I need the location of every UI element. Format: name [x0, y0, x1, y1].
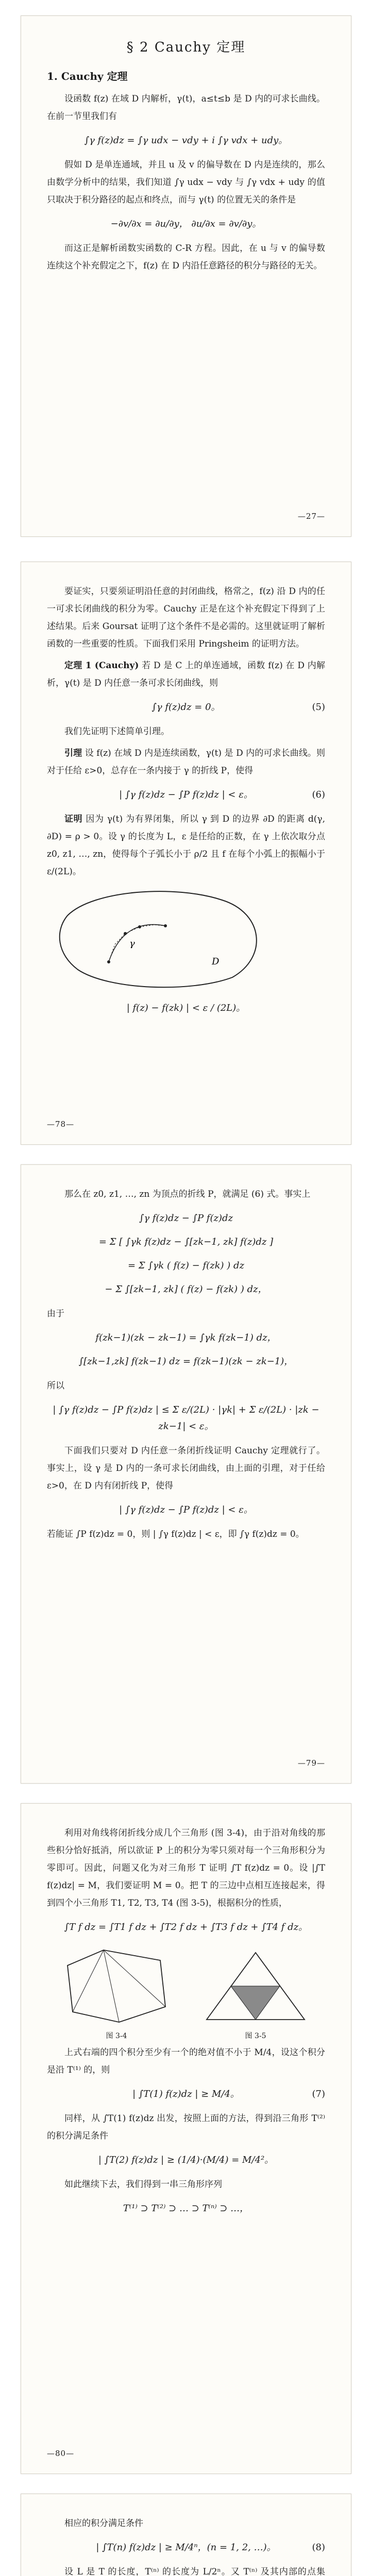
equation-number: (5)	[312, 702, 325, 713]
paragraph: 若能证 ∫P f(z)dz = 0，则 | ∫γ f(z)dz | < ε，即 ∫γ f(z)dz = 0。	[47, 1529, 305, 1539]
diagonal	[73, 1950, 104, 2012]
paragraph: 我们先证明下述简单引理。	[64, 726, 170, 737]
paragraph: 利用对角线将闭折线分成几个三角形 (图 3-4)，由于沿对角线的那些积分恰好抵消，所以欲证 P 上的积分为零只须对每一个三角形积分为零即可。因此，问题又化为对三角形 T 证明 ∫T f(z)dz = 0。设 |∫T f(z)dz| = M，我们要证明 M = 0。把 T 的三边中点相互连接起来，得到四个小三角形 T1, T2, T3, T4 (图 3-5)，根据积分的性质，	[47, 1828, 325, 1908]
equation: ∫γ f(z)dz = ∫γ udx − vdy + i ∫γ vdx + udy。	[84, 135, 288, 146]
equation: | ∫γ f(z)dz − ∫P f(z)dz | ≤ Σ ε/(2L) · |γk| + Σ ε/(2L) · |zk − zk−1| < ε。	[53, 1404, 319, 1432]
diagonal	[104, 1950, 119, 2022]
equation: | ∫T(1) f(z)dz | ≥ M/4。	[132, 2089, 240, 2099]
book-page-4	[21, 1803, 351, 2474]
equation: f(zk−1)(zk − zk−1) = ∫γk f(zk−1) dz，	[95, 1332, 277, 1343]
paragraph: 要证实，只要须证明沿任意的封闭曲线，格常之，f(z) 沿 D 内的任一可求长闭曲线的积分为零。Cauchy 正是在这个补充假定下得到了上述结果。后来 Goursat 证明了这个条件不是必需的。这里就证明了解析函数的一些重要的性质。下面我们采用 Pringsheim 的证明方法。	[47, 586, 325, 649]
page-number: —78—	[47, 1120, 75, 1129]
figure-3-5	[196, 1945, 315, 2041]
point-marker	[138, 925, 141, 928]
section-title: § 2 Cauchy 定理	[126, 40, 246, 55]
equation-number: (7)	[312, 2089, 325, 2099]
equation: | ∫γ f(z)dz − ∫P f(z)dz | < ε。	[119, 789, 253, 800]
equation: ∫[zk−1,zk] f(zk−1) dz = f(zk−1)(zk − zk−1)，	[78, 1356, 294, 1367]
equation: | f(z) − f(zk) | < ε / (2L)。	[126, 1003, 246, 1013]
page-number: —80—	[47, 2449, 75, 2458]
equation-row	[47, 2086, 325, 2103]
paragraph: 相应的积分满足条件	[64, 2518, 143, 2529]
equation-number: (8)	[312, 2542, 325, 2553]
equation: = Σ [ ∫γk f(z)dz − ∫[zk−1, zk] f(z)dz ]	[98, 1236, 274, 1247]
paragraph: 设 L 是 T 的长度，T⁽ⁿ⁾ 的长度为 L/2ⁿ。又 T⁽ⁿ⁾ 及其内部的点集	[64, 2567, 325, 2576]
proof-label: 证明	[64, 814, 83, 824]
theorem-text: 若 D 是 C 上的单连通域，函数 f(z) 在 D 内解析，γ(t) 是 D 内任意一条可求长闭曲线，则	[47, 660, 325, 688]
proof-text: 因为 γ(t) 为有界闭集，所以 γ 到 D 的边界 ∂D 的距离 d(γ, ∂D) = ρ > 0。设 γ 的长度为 L，ε 是任给的正数，在 γ 上依次取分点 z0, z1, …, zn，使得每个子弧长小于 ρ/2 且 f 在每个小弧上的振幅小于 ε/(2L)。	[47, 814, 325, 877]
equation-row	[47, 699, 325, 716]
lemma-label: 引理	[64, 748, 82, 758]
curve-gamma	[109, 925, 165, 962]
equation: ∫γ f(z)dz = 0。	[151, 702, 221, 713]
equation: | ∫T(n) f(z)dz | ≥ M/4ⁿ，(n = 1, 2, …)。	[96, 2542, 276, 2553]
equation: ∫T f dz = ∫T1 f dz + ∫T2 f dz + ∫T3 f dz + ∫T4 f dz。	[64, 1922, 308, 1933]
diagonal	[104, 1950, 165, 2007]
point-marker	[107, 960, 110, 963]
gamma-label: γ	[129, 938, 135, 949]
paragraph: 下面我们只要对 D 内任意一条闭折线证明 Cauchy 定理就行了。事实上，设 γ 是 D 内的一条可求长闭曲线，由上面的引理，对于任给 ε>0，在 D 内有闭折线 P，使得	[47, 1446, 325, 1491]
paragraph: 设函数 f(z) 在域 D 内解析，γ(t)，a≤t≤b 是 D 内的可求长曲线。在前一节里我们有	[47, 94, 325, 122]
paragraph: 由于	[47, 1309, 64, 1319]
figure-caption: 图 3-4	[106, 2032, 127, 2040]
region-curve-figure	[47, 885, 325, 993]
equation: | ∫γ f(z)dz − ∫P f(z)dz | < ε。	[119, 1504, 253, 1515]
book-page-5	[21, 2494, 351, 2576]
domain-label: D	[212, 956, 220, 967]
subsection-title: 1. Cauchy 定理	[47, 70, 128, 82]
paragraph: 上式右端的四个积分至少有一个的绝对值不小于 M/4，设这个积分是沿 T⁽¹⁾ 的，则	[47, 2047, 325, 2075]
point-marker	[124, 932, 127, 935]
page-number: —27—	[297, 512, 325, 521]
figure-3-4	[57, 1945, 176, 2041]
paragraph: 那么在 z0, z1, …, zn 为顶点的折线 P，就满足 (6) 式。事实上	[64, 1189, 311, 1199]
polygon-triangulation-figure	[57, 1945, 176, 2027]
equation-row	[47, 787, 325, 803]
domain-boundary	[60, 891, 257, 987]
equation-number: (6)	[312, 789, 325, 800]
paragraph: 假如 D 是单连通域，并且 u 及 v 的偏导数在 D 内是连续的，那么由数学分析中的结果，我们知道 ∫γ udx − vdy 与 ∫γ vdx + udy 的值只取决于积分路径的起点和终点，而与 γ(t) 的位置无关的条件是	[47, 160, 325, 205]
equation: = Σ ∫γk ( f(z) − f(zk) ) dz	[127, 1260, 245, 1271]
equation: T⁽¹⁾ ⊃ T⁽²⁾ ⊃ … ⊃ T⁽ⁿ⁾ ⊃ …，	[123, 2203, 249, 2214]
figure-caption: 图 3-5	[245, 2032, 266, 2040]
equation: | ∫T(2) f(z)dz | ≥ (1/4)·(M/4) = M/4²。	[98, 2155, 274, 2165]
equation: ∫γ f(z)dz − ∫P f(z)dz	[139, 1213, 233, 1224]
point-marker	[164, 924, 167, 927]
paragraph: 如此继续下去，我们得到一串三角形序列	[64, 2179, 222, 2190]
figure-row	[47, 1945, 325, 2041]
page-number: —79—	[297, 1758, 325, 1768]
book-page-3	[21, 1164, 351, 1784]
book-page-1	[21, 15, 351, 537]
theorem-label: 定理 1 (Cauchy)	[64, 660, 139, 671]
paragraph: 所以	[47, 1381, 64, 1391]
book-page-2	[21, 562, 351, 1145]
paragraph: 同样，从 ∫T(1) f(z)dz 出发，按照上面的方法，得到沿三角形 T⁽²⁾ 的积分满足条件	[47, 2113, 325, 2141]
lemma-text: 设 f(z) 在域 D 内是连续函数，γ(t) 是 D 内的可求长曲线。则对于任给 ε>0，总存在一条内接于 γ 的折线 P，使得	[47, 748, 326, 776]
paragraph: 而这正是解析函数实函数的 C-R 方程。因此，在 u 与 v 的偏导数连续这个补充假定之下，f(z) 在 D 内沿任意路径的积分与路径的无关。	[47, 243, 325, 271]
inner-triangle	[231, 1986, 280, 2020]
triangle-subdivision-figure	[196, 1945, 315, 2027]
equation: − Σ ∫[zk−1, zk] ( f(z) − f(zk) ) dz，	[105, 1284, 267, 1295]
equation-row	[47, 2539, 325, 2556]
equation: −∂v/∂x = ∂u/∂y， ∂u/∂x = ∂v/∂y。	[110, 218, 262, 229]
